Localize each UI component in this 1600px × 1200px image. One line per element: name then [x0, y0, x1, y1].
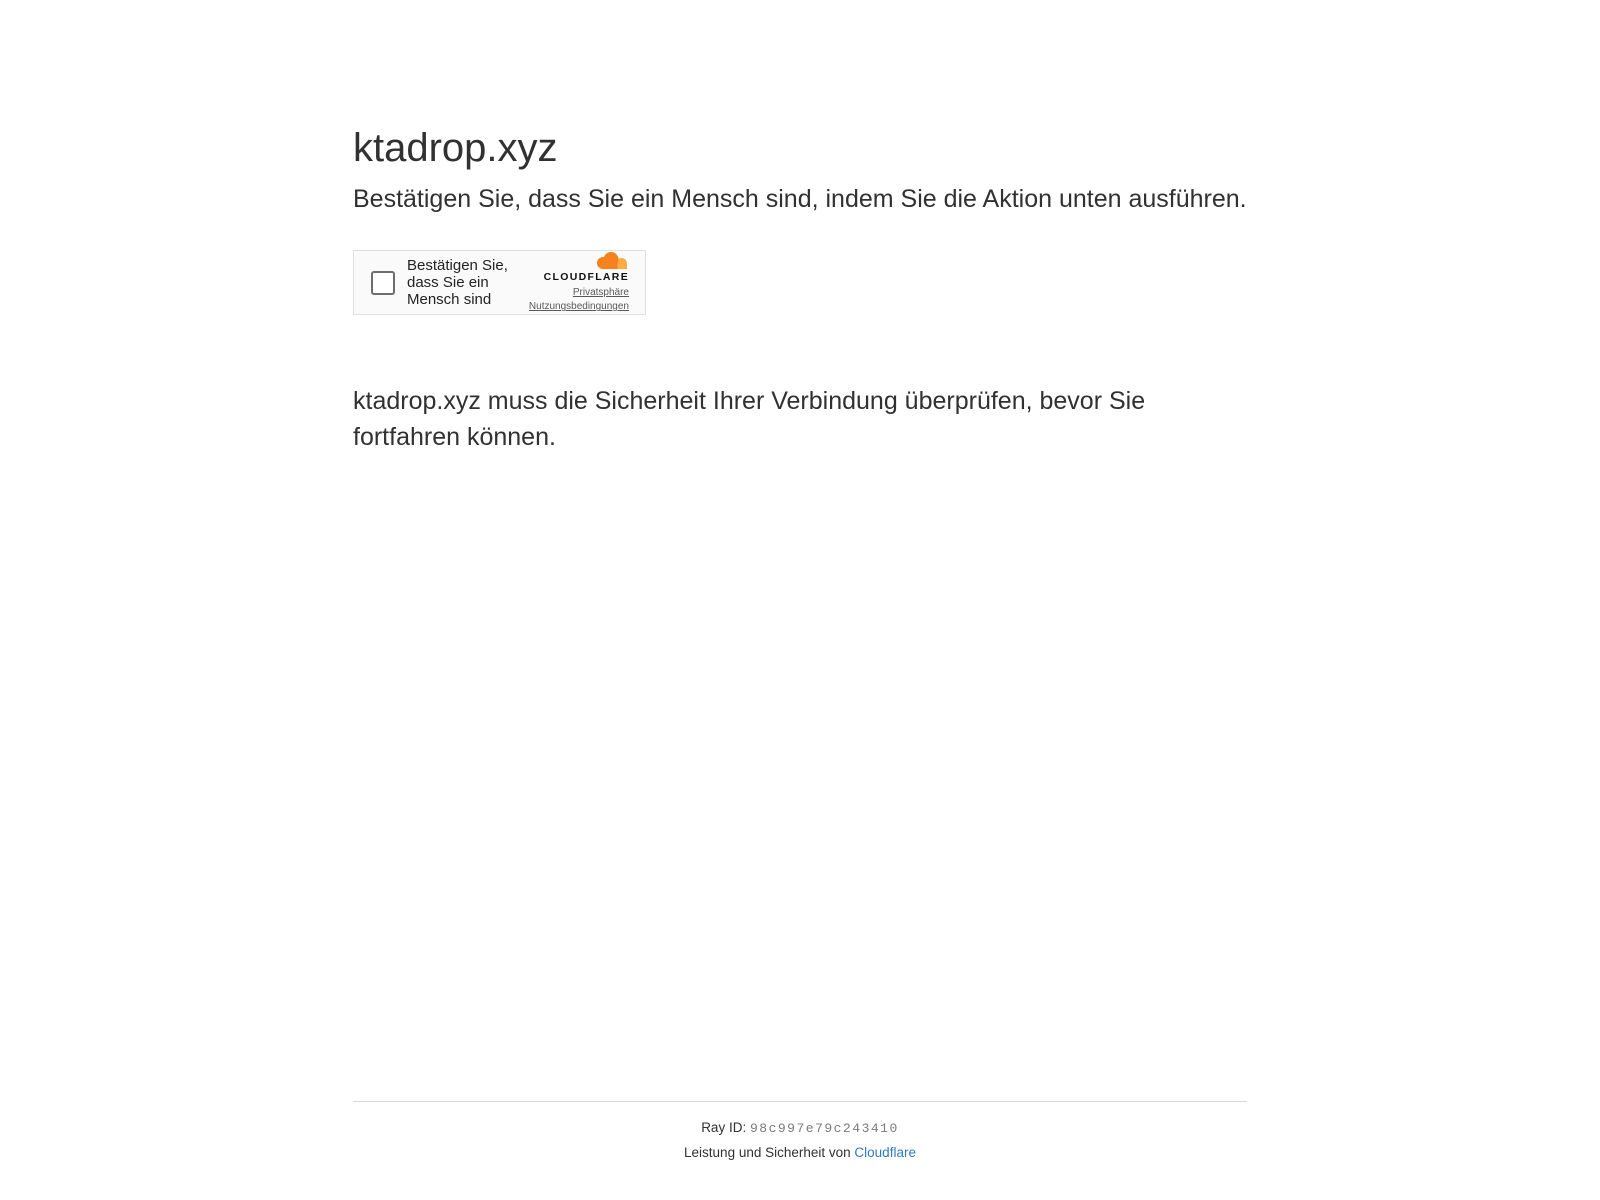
privacy-link[interactable]: Privatsphäre [572, 287, 629, 299]
security-line [353, 1145, 1247, 1160]
cloudflare-wordmark: CLOUDFLARE [543, 270, 629, 283]
main-content [353, 0, 1247, 455]
challenge-instruction: Bestätigen Sie, dass Sie ein Mensch sind, indem Sie die Aktion unten ausführen. [353, 185, 1247, 213]
human-verification-checkbox[interactable] [371, 271, 395, 295]
ray-id-line [353, 1120, 1247, 1136]
checkbox-label: Bestätigen Sie, dass Sie ein Mensch sind [407, 257, 508, 308]
footer [0, 1101, 1600, 1200]
footer-divider-area [353, 1101, 1247, 1160]
cloudflare-link[interactable]: Cloudflare [854, 1145, 916, 1160]
cloudflare-cloud-icon [596, 251, 628, 271]
cloudflare-brand-block [529, 251, 629, 315]
page-title: ktadrop.xyz [353, 126, 558, 170]
verification-message: ktadrop.xyz muss die Sicherheit Ihrer Verbindung überprüfen, bevor Sie fortfahren können. [353, 387, 1146, 451]
security-text: Leistung und Sicherheit von [684, 1145, 851, 1160]
ray-id-label: Ray ID: [701, 1120, 747, 1135]
terms-link[interactable]: Nutzungsbedingungen [528, 301, 629, 313]
turnstile-widget [353, 250, 646, 315]
ray-id-value: 98c997e79c243410 [749, 1121, 899, 1136]
